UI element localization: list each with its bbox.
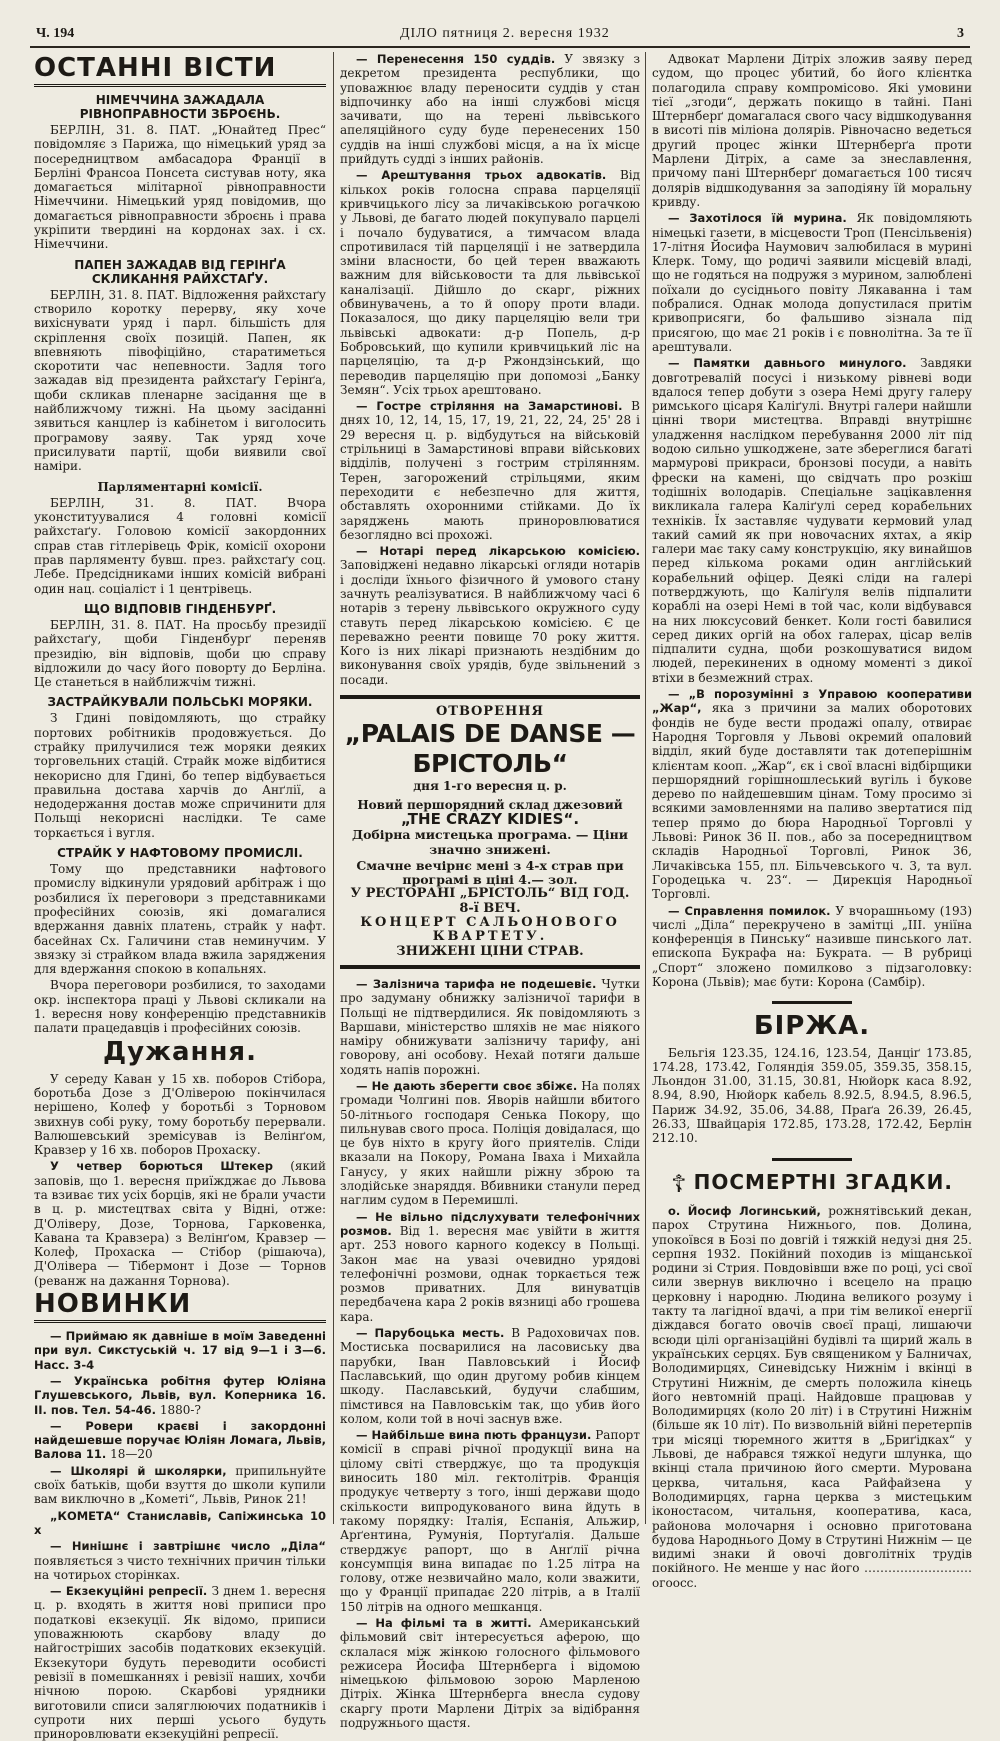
column-1 (34, 52, 326, 1741)
news-item: — Залізнича тарифа не подешевіє. Чутки про задуману обнижку залізничої тарифи в Польщі не підтвердилися. Як повідомляють з Варшави, міністерство шляхів не має ніякого наміру обнижувати залізничу тарифу, ані говорову, ані особову. Нехай потяги дальше ходять напів порожні. (340, 976, 640, 1077)
news-item: Адвокат Марлени Дітріх зложив заяву перед судом, що процес убитий, бо його клієнтка полагодила справу компромісово. Які умовини тієї „згоди“, держать покищо в тайні. Пані Штернберґ домагалася свого часу відшкодування в висоті пів міліона долярів. Рівночасно ведеться другий процес жінки Штернберґа проти Марлени Дітріх, а саме за знеславлення, причому пані Штернберґ домагається 100 тисяч долярів відшкодування за заподіяну їй моральну кривду. (652, 52, 972, 209)
news-item: — Справлення помилок. У вчорашньому (193) числі „Діла“ перекручено в замітці „III. уніїна конференція в Пинську“ називше пинського лат. епископа Букрафа на: Букрата. — В рубриці „Спорт“ зложено помилково з підзаголовку: Корона (Львів); має бути: Корона (Самбір). (652, 903, 972, 989)
article-body: БЕРЛІН, 31. 8. ПАТ. На просьбу президії райхстаґу, щоби Гінденбурґ переняв президію, він відповів, щоби цю справу відложили до часу його поворту до Берліна. Це станеться в найближчім тижні. (34, 617, 326, 690)
ad-opening: ОТВОРЕННЯ (435, 704, 545, 720)
page-number: 3 (957, 26, 964, 41)
column-rule (645, 52, 646, 1524)
news-item: — Захотілося їй мурина. Як повідомляють німецькі газети, в місцевости Троп (Пенсільвенія) 17-літня Йосифа Наумович залюбилася в мурині Клерк. Тому, що родичі заявили місцевій владі, що не годяться на подружя з мурином, залюблені поїхали до сусіднього повіту Лякаванна і там побралися. Однак молода допустилася притім кривоприсяги, бо фальшиво зізнала під присягою, що має 21 років і є повнолітна. За те її арештували. (652, 211, 972, 354)
news-item: — Парубоцька месть. В Радоховичах пов. Мостиська посварилися на ласовиську два парубки, Іван Павловський і Йосиф Паславський, що один другому робив кінцем шкоду. Паславський, будучи слабшим, пімстився на Павловськім так, що убив його колом, коли той в ночі заснув вже. (340, 1326, 641, 1426)
article-body: БЕРЛІН, 31. 8. ПАТ. Вчора уконституувалися 4 головні комісії райхстаґу. Головою комісії закордонних справ став гітлерівець Фрік, комісії охорони прав парляменту бувш. през. райхстаґу соц. Лебе. Предсідниками інших комісій вибрані один нац. соціаліст і 1 центрівець. (34, 495, 326, 596)
section-title-obituaries: ☦ ПОСМЕРТНІ ЗГАДКИ. (671, 1169, 953, 1198)
article-body: Вчора переговори розбилися, то заходами окр. інспектора праці у Львові скликали на 1. вересня нову конференцію представників палати працедавців і професійних союзів. (34, 978, 326, 1036)
ad-line: У РЕСТОРАНІ „БРІСТОЛЬ“ ВІД ГОД. 8-ї ВЕЧ. (350, 886, 630, 916)
masthead (30, 24, 970, 48)
news-item: — Памятки давнього минулого. Завдяки довготревалій посусі і низькому рівневі води вдалося тепер добути з озера Немі другу галеру римського цісаря Каліґулі. Внутрі галери найшли цінні твори мистецтва. Вправді внутрішнє уладження наслідком перебування 2000 літ під водою сильно ушкоджене, зате збереглися багаті мармурові прикраси, бронзові посуди, а навіть фрески на камені, що свідчать про розкіш тодішніх володарів. Спеціальне зацікавлення викликала галера Каліґулі серед корабельних техніків. Їх заставляє чудувати кермовий улад такий самий як при новочасних яхтах, а якір галери має таку саму конструкцію, яку винайшов перед кількома роками один англійський корабельний офіцер. Деякі сліди на галері потверджують, що Каліґуля велів підпалити кораблі на озері Немі в той час, коли відбувався на них люксусовий бенкет. Коли гості бавилися серед диких оргій на обох галерах, цісар велів підпалити судна, щоби розкошуватися видом людей, перекинених в одному моменті з дикої втіхи в безмежний страх. (652, 356, 972, 685)
obituary-item: о. Йосиф Логинський, рожнятівський декан, парох Струтина Нижнього, пов. Долина, упокоївся в Бозі по довгій і тяжкій недузі дня 25. серпня 1932. Покійний походив із міщанської родини зі Стрия. Повдовівши вже по році, усі свої сили звернув виключно і всецело на працю церковну і народню. Людина великого розуму і такту та лагідної вдачі, а при тім великої енергії діждався богато овочів своєї праці, лишаючи всюди цілі організаційні будівлі та щирий жаль в українських серцях. Був священиком у Балничах, Володимирцях, Синевідську Нижнім і вкінці в Струтині Нижнім, де смерть положила кінець його невтомній праці. Найдовше працював у Володимирцях (коло 20 літ) і в Струтині Нижнім (більше як 10 літ). По визвольній війні перетерпів три місяці тюремного життя в „Бриґідках“ у Львові, де набрався тяжкої недуги шлунка, що вкінці стала причиною його смерти. Мурована церква, читальня, каса Райфайзена у Володимирцях, гарна церква з мистецьким іконостасом, читальня, кооператива, каса, районова молочарня і основно приготована будова Народнього Дому в Струтині Нижнім — це видимі знаки й овочі довголітніх трудів покійного. Не менше у нас його ……………………… огоосс. (652, 1203, 972, 1590)
divider (652, 993, 972, 1007)
news-item: — Гостре стріляння на Замарстинові. В днях 10, 12, 14, 15, 17, 19, 21, 22, 24, 25' 28 і 29 вересня ц. р. відбудуться на військовій стрільниці в Замарстинові вправи військових відділів, получені з гострим стрілянням. Терен, загорожений стрільцями, яким переходити є небезпечно для життя, обставлять охоронними стійками. До їх заряджень мають приноровлюватися безоглядно всі прохожі. (340, 399, 640, 542)
sport-item: У четвер борються Штекер (який заповів, що 1. вересня приїжджає до Львова та взиває тих усіх борців, які не брали участи в ц. р. мистецтвах світа у Відні, отже: Д'Оліверу, Дозе, Торнова, Гарковенка, Кавана та Кравзера) з Велінґом, Кравзер — Колеф, Прохаска — Стібор (рішаюча), Д'Олівера — Тібермонт і Дозе — Торнов (реванж на дажання Торнова). (34, 1159, 326, 1288)
article-body: БЕРЛІН, 31. 8. ПАТ. „Юнайтед Прес“ повідомляє з Парижа, що німецький уряд за посередництвом амбасадора Франції в Берліні Франсоа Понсета систував ноту, яка домагається мілітарної рівноправности Німеччини. Німецький уряд повідомив, що домагається рівноправности зброєнь і права укріпити твердині на кордонах зах. і сх. Німеччини. (34, 123, 326, 252)
ad-date: дня 1-го вересня ц. р. (413, 779, 567, 794)
ad-band: „THE CRAZY KIDIES“. (400, 809, 580, 828)
news-item: — На фільмі та в житті. Американський фільмовий світ інтересується аферою, що склалася між жінкою голосного фільмового режисера Йосифа Штернберга і відомою німецькою фільмовою зорою Марленою Дітріх. Жінка Штернберга внесла судову скаргу проти Марлени Дітріх за відібрання подружнього щастя. (340, 1615, 640, 1731)
ad-line: Смачне вечірнє мені з 4-х страв при програмі в ціні 4.— зол. (356, 857, 624, 888)
article-body: Тому що представники нафтового промислу відкинули урядовий арбітраж і що розбилися їх переговори з представниками професійних союзів, які домагалися вдержання давніх платень, страйк у нафт. басейнах Сх. Галичини став неминучим. У звязку зі страйком влада вжила заряджения для вдержання спокою в копальнях. (34, 862, 326, 977)
news-item: — Ровери краєві і закордонні найдешевше поручає Юліян Ломага, Львів, Валова 11. 18—20 (34, 1418, 326, 1462)
article-headline: НІМЕЧЧИНА ЗАЖАДАЛА РІВНОПРАВНОСТИ ЗБРОЄНЬ. (79, 93, 281, 121)
page-issue: Ч. 194 (36, 26, 75, 41)
article-headline: ПАПЕН ЗАЖАДАВ ВІД ГЕРІНҐА СКЛИКАННЯ РАЙХСТАҐУ. (74, 257, 286, 286)
news-item: — Не дають зберегти своє збіжє. На полях громади Чолгині пов. Яворів найшли вбитого 50-літнього господаря Сенька Покору, що пильнував свого проса. Поліція довідалася, що це був ніхто в кругу його приятелів. Сліди вказали на Покору, Романа Іваха і Михайла Ганусу, у яких найшли ріжну зброю та злодійське знаряддя. Вбивники станули перед наглим судом в Перемишлі. (340, 1079, 640, 1208)
news-item: — Нотарі перед лікарською комісією. Заповіджені недавно лікарські огляди нотарів і досліди їхнього фізичного й умового стану зачнуть реалізуватися. В найближчому часі 6 нотарів з терену львівського окружного суду ставуть перед лікарською комісією. Є це переважно реенти повище 70 року життя. Кого із них лікарі признають нездібним до виконування своїх урядів, буде звільнений з посади. (340, 544, 640, 687)
ad-line: КОНЦЕРТ САЛЬОНОВОГО КВАРТЕТУ. (360, 915, 620, 945)
news-item: — Не вільно підслухувати телефонічних розмов. Від 1. вересня має увійти в життя арт. 253 нового карного кодексу в Польщі. Закон має на увазі очевидно урядові телефонічні розмови, однак торкається теж розмов приватних. Для винуватців передбачена кара 2 років вязниці або грошева кара. (340, 1209, 640, 1324)
article-headline: ЩО ВІДПОВІВ ГІНДЕНБУРҐ. (83, 601, 277, 616)
news-item: — Нинішнє і завтрішнє число „Діла“ появляється з чисто технічних причин тільки на чотирьох сторінках. (34, 1539, 326, 1582)
title-date: ДІЛО пятниця 2. вересня 1932 (400, 26, 610, 41)
ad-title: „PALAIS DE DANSE — БРІСТОЛЬ“ (344, 719, 636, 779)
news-item: — „В порозумінні з Управою кооперативи „Жар“, яка з причини за малих оборотових фондів не буде вести продажі опалу, отвирає Народня Торговля у Львові окремий опаловий відділ, який буде доставляти так дотеперішнім клієнтам кооп. „Жар“, єк і свої власні відбірщики першорядний горішношлеський вугіль і букове дерево по найдешевшим цінам. Тому просимо зі всякими замовленнями на паливо звертатися під тепер прямо до бюра Народньої Торговлі у Львові: Ринок 36 II. пов., або за посередництвом складів Народньої Торговлі, Ринок 36, Личаківська 155, пл. Більчевського ч. 3, та вул. Городецька ч. 23“. — Дирекція Народньої Торговлі. (652, 687, 972, 902)
divider (652, 1150, 972, 1164)
news-item: — Екзекуційні репресії. З днем 1. вересня ц. р. входять в життя нові приписи про податкові екзекуції. Як відомо, приписи уповажнюють скарбову владу до найгостріших засобів податкових екзекуцій. Екзекутори будуть переводити особисті ревізії в помешканнях і ревізії наших, хочби нічною порою. Скарбові урядники виготовили списи заляглюючих податників і супроти них перші усього будуть приноровлювати екзекуційні репресії. (34, 1584, 326, 1741)
article-headline: СТРАЙК У НАФТОВОМУ ПРОМИСЛІ. (57, 846, 303, 861)
advertisement-palais-de-danse (340, 695, 640, 969)
column-rule (333, 52, 334, 1524)
news-item: — Арештування трьох адвокатів. Від кількох років голосна справа парцеляції кривчицького лісу за личаківською рогачкою у Львові, де багато людей покупувало парцелі і почало будуватися, а тимчасом влада спротивилася тій парцеляції і не затвердила зміни власности, бо цей терен вважають важним для військовости та для львівської каналізації. Дійшло до скарг, ріжних обвинувачень, а то й опору проти влади. Показалося, що дику парцеляцію вели три львівські адвокати: д-р Попель, д-р Бобровський, що купили кривчицький ліс на парцеляцію, та д-р Ржондзінський, що переводив парцеляцію при допомозі „Банку Земян“. Усіх трьох арештовано. (340, 168, 640, 397)
news-item: — Українська робітня футер Юліяна Глушевського, Львів, вул. Коперника 16. II. пов. Тел. 54-46. 1880-? (34, 1373, 326, 1417)
column-3 (652, 52, 972, 1590)
orthodox-cross-icon: ☦ (671, 1169, 688, 1198)
section-title-news: НОВИНКИ (34, 1290, 326, 1323)
news-item: — Найбільше вина пють французи. Рапорт комісії в справі річної продукції вина на цілому світі стверджує, що та продукція виносить 180 міл. гектолітрів. Франція продукує четверту з того, інші держави щодо скількости випродукованого вина йдуть в такому порядку: Італія, Еспанія, Альжир, Арґентина, Румунія, Портуґалія. Дальше стверджує рапорт, що в Анґлії річна консумпція вина випадає по 1.25 літра на голову, отже незвичайно мало, коли зважити, що у Франції припадає 220 літрів, а в Італії 150 літрів на одного мешканця. (340, 1428, 640, 1614)
news-item: — Перенесення 150 суддів. У звязку з декретом президента республики, що уповажнює владу переносити суддів у стан відпочинку або на інші службові місця зачивати, що на терені львівського апеляційного суду буде перенесених 150 суддів на інші службові місця, а на їх місце прийдуть судді з інших районів. (340, 52, 640, 167)
news-item: — Приймаю як давніше в моїм Заведенні при вул. Сикстуській ч. 17 від 9—1 і 3—6. Насс. 3-4 (34, 1329, 326, 1372)
article-body: З Гдині повідомляють, що страйку портових робітників продовжується. До страйку прилучилися теж моряки деяких торговельних стацій. Страйк може відбитися некорисно для Гдині, бо тепер відбувається правильна достава харчів до Анґлії, а недодержання достав може спричинити для Польщі некорисні наслідки. Те саме торкається і вугля. (34, 711, 326, 840)
section-title-latest-news: ОСТАННІ ВІСТИ (34, 54, 326, 87)
article-subheadline: Парляментарні комісії. (97, 479, 263, 494)
news-item: „КОМЕТА“ Станиславів, Сапіжинська 10 х (34, 1508, 326, 1537)
section-title-wrestling: Дужання. (102, 1036, 258, 1067)
article-headline: ЗАСТРАЙКУВАЛИ ПОЛЬСЬКІ МОРЯКИ. (47, 695, 313, 710)
ad-line: Новий першорядний склад джезовий (357, 797, 623, 812)
bourse-rates: Бельгія 123.35, 124.16, 123.54, Данціґ 173.85, 174.28, 173.42, Голяндія 359.05, 359.35, 358.15, Льондон 31.00, 31.15, 30.81, Нюйорк каса 8.92, 8.94, 8.90, Нюйорк кабель 8.92.5, 8.94.5, 8.96.5, Париж 34.92, 35.06, 34.88, Праґа 26.39, 26.45, 26.33, Швайцарія 172.85, 173.28, 172.42, Берлін 212.10. (652, 1045, 972, 1146)
sport-item: У середу Каван у 15 хв. поборов Стібора, боротьба Дозе з Д'Оліверою покінчилася нерішено, Колеф у боротьбі з Торновом звихнув собі руку, тому боротьбу перервали. Валюшевський зремісував із Велінґом, Кравзер у 16 хв. поборов Прохаску. (34, 1071, 326, 1158)
news-item: — Школярі й школярки, припильнуйте своїх батьків, щоби взуття до школи купили вам виключно в „Кометі“, Львів, Ринок 21! (34, 1463, 326, 1507)
section-title-bourse: БІРЖА. (753, 1010, 871, 1041)
article-body: БЕРЛІН, 31. 8. ПАТ. Відложення райхстаґу створило коротку перерву, яку хоче вихіснувати уряд і парл. більшість для скріплення своїх позицій. Папен, як впевняють півофіційно, старатиметься скоротити час непевности. Задля того зажадав від президента райхстаґу Герінґа, щоби скликав пленарне засідання ще в найближчому тижні. На цьому засіданні зявиться канцлер із кабінетом і виголосить програмову заяву. Так уряд хоче присилувати партії, щоби виявили свої наміри. (34, 287, 326, 474)
ad-line: Добірна мистецька програма. — Ціни значно знижені. (351, 827, 628, 857)
ad-line: ЗНИЖЕНІ ЦІНИ СТРАВ. (396, 943, 584, 959)
column-2 (340, 52, 641, 1731)
